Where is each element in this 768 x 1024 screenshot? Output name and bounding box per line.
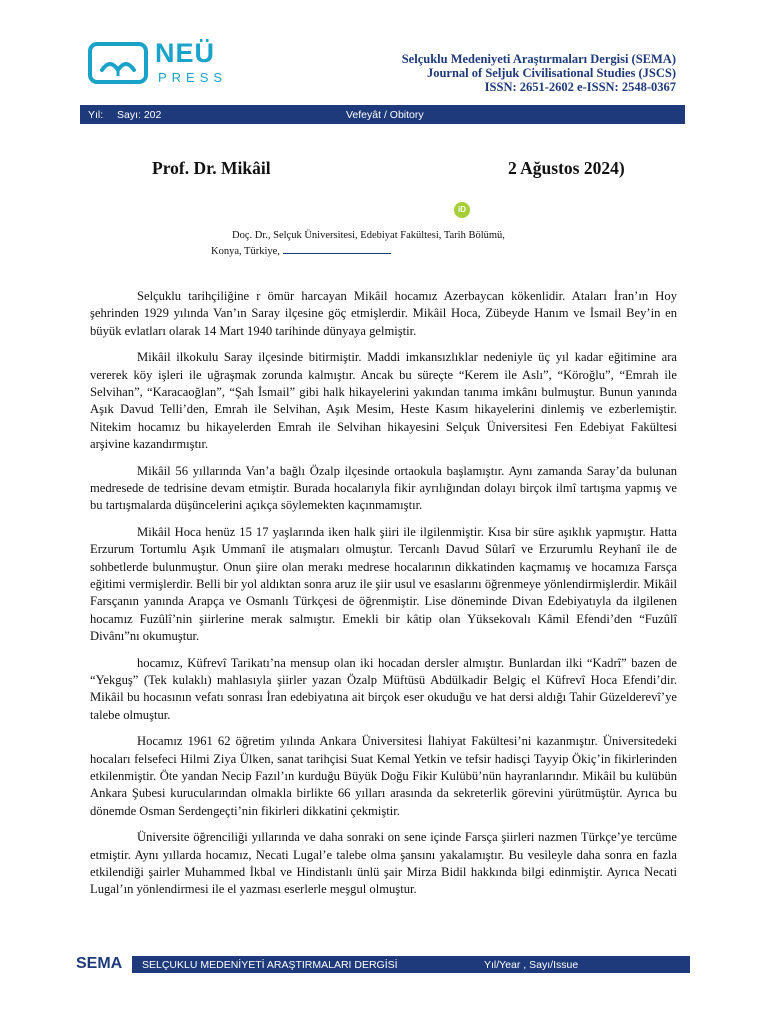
- paragraph: Selçuklu tarihçiliğine r ömür harcayan Mikâil hocamız Azerbaycan kökenlidir. Ataları İran’ın Hoy şehrinden 1929 yılında Van’ın Saray ilçesine göç etmişlerdir. Mikâil Hoca, Zübeyde Hanım ve İsmail Bey’in en büyük evlatları olarak 14 Mart 1940 tarihinde dünyaya gelmiştir.: [90, 289, 677, 338]
- affiliation-location: Konya, Türkiye,: [211, 246, 280, 257]
- footer-journal-name: SELÇUKLU MEDENİYETİ ARAŞTIRMALARI DERGİSİ: [142, 959, 398, 971]
- footer-band: [132, 956, 690, 973]
- logo-brand-text: NEÜ: [155, 38, 216, 68]
- affiliation-line-1: Doç. Dr., Selçuk Üniversitesi, Edebiyat Fakültesi, Tarih Bölümü,: [232, 230, 505, 241]
- journal-name-en: Journal of Seljuk Civilisational Studies (JSCS): [426, 66, 676, 80]
- issue-bar: [80, 105, 685, 124]
- page-footer: [76, 956, 690, 973]
- logo-press-text: PRESS: [158, 70, 228, 85]
- paragraph: Mikâil Hoca henüz 15 17 yaşlarında iken halk şiiri ile ilgilenmiştir. Kısa bir süre aşıklık yapmıştır. Hatta Erzurum Tortumlu Aşık Ummanî ile atışmaları olmuştur. Tercanlı Davud Sûlarî ve Erzurumlu Reyhanî ile de sohbetlerde bulunmuştur. Onun şiire olan merakı medrese hocalarının dikkatinden kaçmamış ve hocamıza Farsça eğitimi vermişlerdir. Belli bir yol aldıktan sonra aruz ile şiir usul ve esaslarını öğrenmeye yönlendirmişlerdir. Mikâil Farsçanın yanında Arapça ve Osmanlı Türkçesi de öğrenmiştir. Lise döneminde Divan Edebiyatıyla da ilgilenen hocamız Fuzûlî’nin şiirlerine merak salmıştır. Emekli bir kâtip olan Yüksekovalı Kâmil Efendi’den “Fuzûlî Divânı”nı okumuştur.: [90, 525, 677, 643]
- journal-issn: ISSN: 2651-2602 e-ISSN: 2548-0367: [484, 80, 676, 94]
- footer-year-issue: Yıl/Year , Sayı/Issue: [484, 959, 579, 971]
- issue-number: Sayı: 202: [117, 109, 162, 121]
- email-link-underline[interactable]: [283, 243, 391, 254]
- paragraph: Üniversite öğrenciliği yıllarında ve daha sonraki on sene içinde Farsça şiirleri nazmen Türkçe’ye tercüme etmiştir. Aynı yıllarda hocamız, Necati Lugal’e talebe olma şansını yakalamıştır. Bu vesileyle daha sonra en fazla etkilendiği şairler Muhammed İkbal ve Hindistanlı ünlü şair Mirza Bidil hakkında bilgi edinmiştir. Ayrıca Necati Lugal’ın yönlendirmesi ile el yazması eserlerle meşgul olmuştur.: [90, 830, 677, 897]
- paragraph: hocamız, Küfrevî Tarikatı’na mensup olan iki hocadan dersler almıştır. Bunlardan ilki “Kadrî” bazen de “Yekguş” (Tek kulaklı) mahlasıyla şiirler yazan Özalp Müftüsü Abdülkadir Belgiç el Küfrevî Hoca Efendi’dir. Mikâil bu hocasının vefatı sonrası İran edebiyatına ait birçok eser okuduğu ve hat dersi aldığı Tahir Güzelderevî’ye talebe olmuştur.: [90, 655, 677, 722]
- affiliation-line-2: [211, 243, 391, 259]
- open-book-icon: [88, 40, 148, 86]
- paragraph: Mikâil ilkokulu Saray ilçesinde bitirmiştir. Maddi imkansızlıklar nedeniyle üç yıl kadar eğitimine ara vererek köy işleri ile uğraşmak zorunda kalmıştır. Ancak bu süreçte “Kerem ile Aslı”, “Köroğlu”, “Emrah ile Selvihan”, “Karacaoğlan”, “Şah İsmail” gibi halk hikayelerini yakından tanıma imkânı bulmuştur. Bunun yanında Aşık Davud Telli’den, Emrah ile Selvihan, Aşık Mesim, Heste Kasım hikayelerini dinlemiş ve ezberlemiştir. Nitekim hocamız bu hikayelerden Emrah ile Selvihan hikayesini Selçuk Üniversitesi Fen Edebiyat Fakültesi arşivine kazandırmıştır.: [90, 350, 677, 451]
- issue-year: Yıl:: [88, 109, 104, 121]
- orcid-icon[interactable]: iD: [454, 202, 470, 218]
- paragraph: Hocamız 1961 62 öğretim yılında Ankara Üniversitesi İlahiyat Fakültesi’ni kazanmıştır. Üniversitedeki hocaları felsefeci Hilmi Ziya Ülken, sanat tarihçisi Suat Kemal Yetkin ve tefsir hadisçi Tayyip Ökiç’in fikirlerinden etkilenmiştir. Öte yandan Necip Fazıl’ın kurduğu Büyük Doğu Fikir Kulübü’nün hayranlarındır. Mikâil bu kulübün Ankara Şubesi kurucularından olmakla birlikte 66 yılları arasında da sekreterlik görevini yürütmüştür. Ayrıca bu dönemde Osman Serdengeçti’nin fikirleri dikkatini çekmiştir.: [90, 734, 677, 818]
- paragraph: Mikâil 56 yıllarında Van’a bağlı Özalp ilçesinde ortaokula başlamıştır. Aynı zamanda Saray’da bulunan medresede de tedrisine devam etmiştir. Burada hocalarıyla fikir ayrılığından dolayı birçok ilmî tartışma yapmış ve bu tartışmalarda düşüncelerini açıkça söylemekten kaçınmamıştır.: [90, 463, 677, 513]
- article-title-right: 2 Ağustos 2024): [508, 158, 625, 178]
- journal-name-tr: Selçuklu Medeniyeti Araştırmaları Dergisi (SEMA): [401, 52, 676, 66]
- footer-abbr: SEMA: [76, 955, 123, 972]
- publisher-logo: [88, 40, 238, 90]
- article-body: [90, 288, 677, 908]
- article-title-left: Prof. Dr. Mikâil: [152, 158, 271, 178]
- section-label: Vefeyât / Obitory: [346, 109, 424, 121]
- journal-header: [402, 52, 676, 94]
